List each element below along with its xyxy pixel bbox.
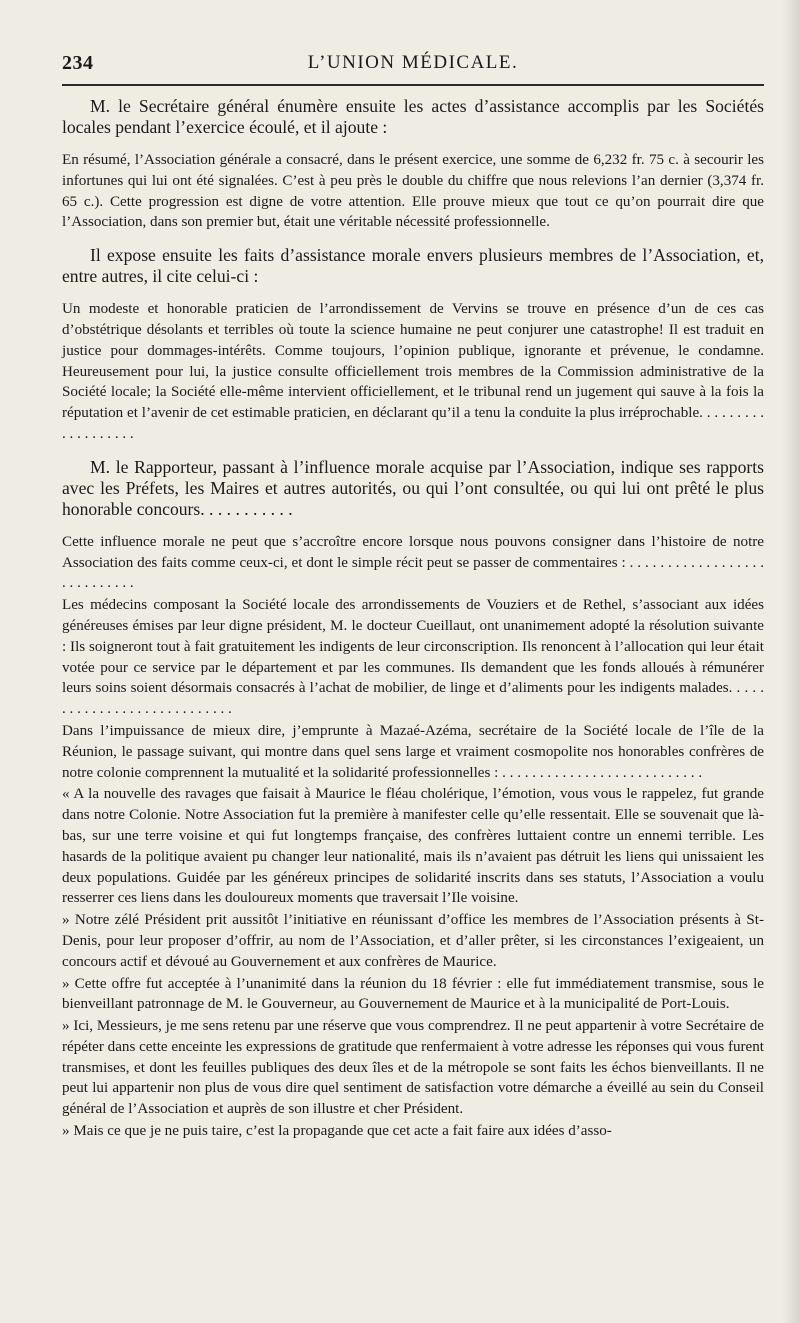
paragraph-moral-assistance-intro: Il expose ensuite les faits d’assistance morale envers plusieurs membres de l’Association, et, entre autres, il cite celui-ci :: [62, 245, 764, 287]
running-title: L’UNION MÉDICALE.: [307, 52, 519, 73]
paragraph-financial-summary: En résumé, l’Association générale a consacré, dans le présent exercice, une somme de 6,232 fr. 75 c. à secourir les infortunes qui lui ont été signalées. C’est à peu près le double du chiffre que nous relevions l’an dernier (3,374 fr. 65 c.). Cette progression est digne de votre attention. Elle prouve mieux que tout ce qu’on pourrait dire que l’Association, dans son premier but, était une véritable nécessité professionnelle.: [62, 152, 764, 231]
paragraph-moral-influence: Cette influence morale ne peut que s’accroître encore lorsque nous pouvons consigner dans l’histoire de notre Association des faits comme ceux-ci, et dont le simple récit peut se passer de commentaires : . . . . . . . . . . . . . . . . . . . . . . . . . . . .: [62, 533, 764, 592]
quote-president-initiative: » Notre zélé Président prit aussitôt l’initiative en réunissant d’office les membres de l’Association présents à St-Denis, pour leur proposer d’offrir, au nom de l’Association, et d’aller prêter, si les circonstances l’exigeaient, un concours actif et dévoué au Gouvernement et aux confrères de Maurice.: [62, 912, 764, 970]
paragraph-rapporteur: M. le Rapporteur, passant à l’influence morale acquise par l’Association, indique ses rapports avec les Préfets, les Maires et autres autorités, ou qui l’ont consultée, ou qui lui ont prêté le plus honorable concours. . . . . . . . . . .: [62, 456, 764, 519]
body-text: [62, 96, 764, 1142]
paragraph-vervins-case: Un modeste et honorable praticien de l’arrondissement de Vervins se trouve en présence d’un de ces cas d’obstétrique désolants et terribles où toute la science humaine ne peut conjurer une catastrophe! Il est traduit en justice pour dommages-intérêts. Comme toujours, l’opinion publique, ignorante et prévenue, le condamne. Heureusement pour lui, la justice consulte officiellement trois membres de la Commission administrative de la Société locale; la Société elle-même intervient officiellement, et le tribunal rend un jugement qui sauve à la fois la réputation et l’avenir de cet estimable praticien, en déclarant qu’il a tenu la conduite la plus irréprochable. . . . . . . . . . . . . . . . . . .: [62, 301, 764, 442]
quote-gratitude: » Ici, Messieurs, je me sens retenu par une réserve que vous comprendrez. Il ne peut appartenir à votre Secrétaire de répéter dans cette enceinte les expressions de gratitude que renfermaient à votre adresse les réponses qui vous furent transmises, et dont les feuilles publiques des deux îles et de la métropole se sont faits les échos bienveillants. Il ne peut lui appartenir non plus de vous dire quel sentiment de satisfaction votre démarche a éveillé au sein du Conseil général de l’Association et auprès de son illustre et cher Président.: [62, 1018, 764, 1118]
header-rule: [62, 84, 764, 86]
paragraph-vouziers-rethel: Les médecins composant la Société locale des arrondissements de Vouziers et de Rethel, s’associant aux idées généreuses émises par leur digne président, M. le docteur Cueillaut, ont unanimement adopté la résolution suivante : Ils soigneront tout à fait gratuitement les indigents de leur circonscription. Ils renoncent à l’allocation qui leur était votée pour ce service par le département et par les communes. Ils demandent que les fonds alloués à rémunérer leurs soins soient désormais consacrés à l’achat de mobilier, de linge et d’aliments pour les indigents malades. . . . . . . . . . . . . . . . . . . . . . . . . . . .: [62, 597, 764, 718]
page-number: 234: [62, 52, 94, 74]
page-edge-shadow: [782, 0, 800, 1323]
quote-cholera: « A la nouvelle des ravages que faisait à Maurice le fléau cholérique, l’émotion, vous vous le rappelez, fut grande dans notre Colonie. Notre Association fut la première à manifester celle qu’elle ressentait. Elle se souvenait que là-bas, sur une terre voisine et qui fut longtemps française, des confrères luttaient contre un ennemi terrible. Les hasards de la politique avaient pu changer leur nationalité, mais ils n’avaient pas détruit les liens qui unissaient les deux populations. Guidée par les généreux principes de solidarité inscrits dans ses statuts, l’Association a voulu resserrer ces liens dans les douloureux moments que traversait l’Ile voisine.: [62, 786, 764, 907]
quote-offer-accepted: » Cette offre fut acceptée à l’unanimité dans la réunion du 18 février : elle fut immédiatement transmise, sous le bienveillant patronnage de M. le Gouverneur, au Gouvernement de Maurice et à la municipalité de Port-Louis.: [62, 975, 764, 1013]
quote-propaganda: » Mais ce que je ne puis taire, c’est la propagande que cet acte a fait faire aux idées d’asso-: [62, 1123, 612, 1140]
paragraph-secretary-intro: M. le Secrétaire général énumère ensuite les actes d’assistance accomplis par les Sociétés locales pendant l’exercice écoulé, et il ajoute :: [62, 96, 764, 137]
paragraph-reunion-intro: Dans l’impuissance de mieux dire, j’emprunte à Mazaé-Azéma, secrétaire de la Société locale de l’île de la Réunion, le passage suivant, qui montre dans quel sens large et vraiment cosmopolite nos honorables confrères de notre colonie comprennent la mutualité et la solidarité professionnelles : . . . . . . . . . . . . . . . . . . . . . . . . . . .: [62, 722, 764, 781]
page-header: [62, 48, 764, 80]
